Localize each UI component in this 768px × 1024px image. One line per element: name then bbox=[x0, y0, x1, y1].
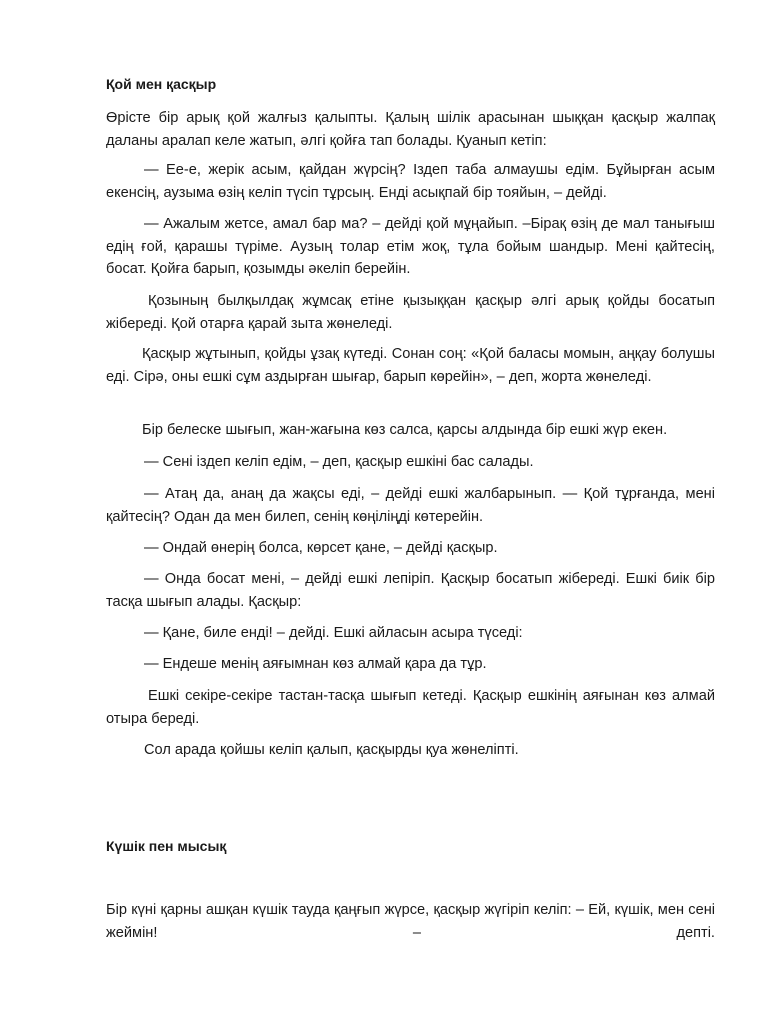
paragraph-9: — Ондай өнерің болса, көрсет қане, – дейді қасқыр. bbox=[144, 540, 498, 556]
paragraph-3: — Ажалым жетсе, амал бар ма? – дейді қой мұңайып. –Бірақ өзің де мал танығыш едің ғой, қарашы түріме. Аузың толар етім жоқ, тұла бойым шандыр. Мені қайтесің, босат. Қойға барып, қозымды әкеліп берейін. bbox=[106, 216, 715, 277]
paragraph-6: Бір белеске шығып, жан-жағына көз салса, қарсы алдында бір ешкі жүр екен. bbox=[142, 422, 668, 438]
paragraph-10: — Онда босат мені, – дейді ешкі лепіріп. Қасқыр босатып жібереді. Ешкі биік бір тасқа шығып алады. Қасқыр: bbox=[106, 571, 715, 610]
paragraph-12: — Ендеше менің аяғымнан көз алмай қара да тұр. bbox=[144, 656, 487, 672]
paragraph-13: Ешкі секіре-секіре тастан-тасқа шығып кетеді. Қасқыр ешкінің аяғынан көз алмай отыра береді. bbox=[106, 688, 715, 727]
paragraph-14: Сол арада қойшы келіп қалып, қасқырды қуа жөнеліпті. bbox=[144, 742, 519, 758]
paragraph-7: — Сені іздеп келіп едім, – деп, қасқыр ешкіні бас салады. bbox=[144, 454, 534, 470]
paragraph-8: — Атаң да, анаң да жақсы еді, – дейді ешкі жалбарынып. — Қой тұрғанда, мені қайтесің? Одан да мен билеп, сенің көңіліңді көтерейін. bbox=[106, 486, 715, 525]
story-title-puppy-and-cat: Күшік пен мысық bbox=[106, 838, 227, 854]
paragraph-4: Қозының былқылдақ жұмсақ етіне қызыққан қасқыр әлгі арық қойды босатып жібереді. Қой отарға қарай зыта жөнеледі. bbox=[106, 293, 715, 332]
story-title-sheep-and-wolf: Қой мен қасқыр bbox=[106, 76, 217, 92]
paragraph-2: — Ее-е, жерік асым, қайдан жүрсің? Іздеп таба алмаушы едім. Бұйырған асым екенсің, аузыма өзің келіп түсіп тұрсың. Енді асықпай бір тояйын, – дейді. bbox=[106, 162, 715, 201]
paragraph-15: Бір күні қарны ашқан күшік тауда қаңғып жүрсе, қасқыр жүгіріп келіп: – Ей, күшік, мен сені жеймін! – депті. bbox=[106, 902, 715, 941]
paragraph-5: Қасқыр жұтынып, қойды ұзақ күтеді. Сонан соң: «Қой баласы момын, аңқау болушы еді. Сірә, оны ешкі сұм аздырған шығар, барып көрейін», – деп, жорта жөнеледі. bbox=[106, 346, 715, 385]
paragraph-11: — Қане, биле енді! – дейді. Ешкі айласын асыра түседі: bbox=[144, 625, 523, 641]
paragraph-1: Өрісте бір арық қой жалғыз қалыпты. Қалың шілік арасынан шыққан қасқыр жалпақ даланы аралап келе жатып, әлгі қойға тап болады. Қуанып кетіп: bbox=[106, 110, 715, 149]
